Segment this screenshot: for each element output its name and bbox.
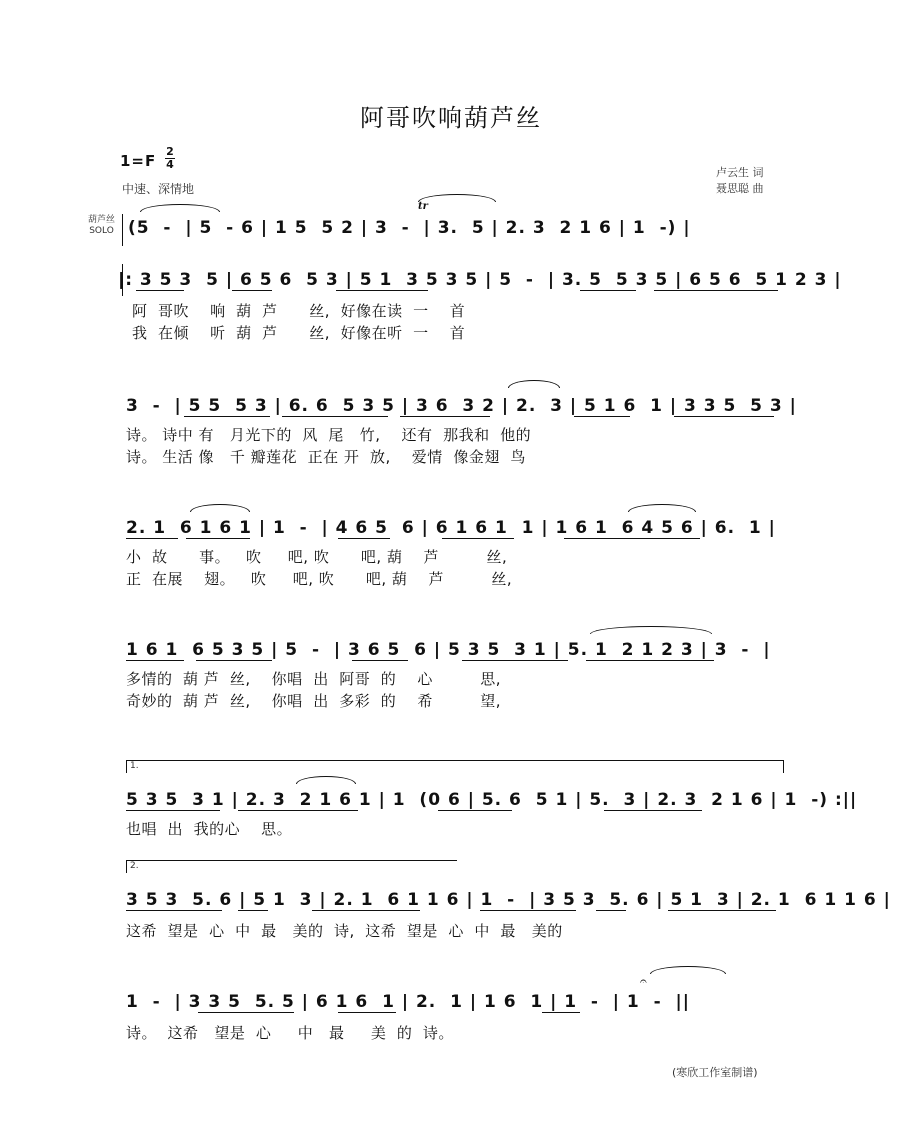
notes-row: 1 6 1 6 5 3 5 | 5 - | 3 6 5 6 | 5 3 5 3 1 | 5. 1 2 1 2 3 | 3 - | bbox=[126, 640, 771, 660]
key-signature: 1=F bbox=[120, 152, 157, 170]
notes-row: (5 - | 5 - 6 | 1 5 5 2 | 3 - | 3. 5 | 2. 3 2 1 6 | 1 -) | bbox=[128, 218, 691, 238]
lyric-verse-1: 诗。 这希 望是 心 中 最 美 的 诗。 bbox=[126, 1024, 454, 1042]
notes-row: 3 - | 5 5 5 3 | 6. 6 5 3 5 | 3 6 3 2 | 2. 3 | 5 1 6 1 | 3 3 5 5 3 | bbox=[126, 396, 797, 416]
time-signature bbox=[165, 146, 175, 171]
lyric-verse-2: 我 在倾 听 葫 芦 丝, 好像在听 一 首 bbox=[132, 324, 466, 342]
lyric-verse-1: 也唱 出 我的心 思。 bbox=[126, 820, 293, 838]
notes-row: |: 3 5 3 5 | 6 5 6 5 3 | 5 1 3 5 3 5 | 5 - | 3. 5 5 3 5 | 6 5 6 5 1 2 3 | bbox=[118, 270, 842, 290]
second-ending-label: 2. bbox=[130, 861, 139, 871]
tempo-marking: 中速、深情地 bbox=[122, 182, 195, 196]
page-title: 阿哥吹响葫芦丝 bbox=[360, 104, 542, 132]
notes-row: 5 3 5 3 1 | 2. 3 2 1 6 1 | 1 (0 6 | 5. 6 5 1 | 5. 3 | 2. 3 2 1 6 | 1 -) :|| bbox=[126, 790, 858, 810]
trill-mark: tr bbox=[418, 201, 428, 212]
instrument-name: 葫芦丝 bbox=[88, 215, 116, 225]
lyric-verse-2: 诗。 生活 像 千 瓣莲花 正在 开 放, 爱情 像金翅 鸟 bbox=[126, 448, 526, 466]
lyric-verse-1: 小 故 事。 吹 吧, 吹 吧, 葫 芦 丝, bbox=[126, 548, 508, 566]
instrument-label bbox=[88, 215, 115, 237]
first-ending-bracket bbox=[126, 760, 784, 773]
fermata-mark: 𝄐 bbox=[640, 974, 647, 988]
lyric-verse-1: 阿 哥吹 响 葫 芦 丝, 好像在读 一 首 bbox=[132, 302, 466, 320]
notes-row: 3 5 3 5. 6 | 5 1 3 | 2. 1 6 1 1 6 | 1 - | 3 5 3 5. 6 | 5 1 3 | 2. 1 6 1 1 6 | bbox=[126, 890, 891, 910]
lyricist-credit: 卢云生 词 bbox=[716, 166, 764, 179]
first-ending-label: 1. bbox=[130, 761, 139, 771]
footer-credit: (寒欣工作室制谱) bbox=[672, 1066, 758, 1079]
lyric-verse-1: 诗。 诗中 有 月光下的 风 尾 竹, 还有 那我和 他的 bbox=[126, 426, 532, 444]
notes-row: 1 - | 3 3 5 5. 5 | 6 1 6 1 | 2. 1 | 1 6 1 | 1 - | 1 - || bbox=[126, 992, 690, 1012]
lyric-verse-1: 这希 望是 心 中 最 美的 诗, 这希 望是 心 中 最 美的 bbox=[126, 922, 563, 940]
time-numerator: 2 bbox=[166, 145, 174, 158]
composer-credit: 聂思聪 曲 bbox=[716, 182, 764, 195]
lyric-verse-1: 多情的 葫 芦 丝, 你唱 出 阿哥 的 心 思, bbox=[126, 670, 502, 688]
time-denominator: 4 bbox=[166, 158, 174, 171]
instrument-solo: SOLO bbox=[89, 226, 114, 236]
notes-row: 2. 1 6 1 6 1 | 1 - | 4 6 5 6 | 6 1 6 1 1 | 1 6 1 6 4 5 6 | 6. 1 | bbox=[126, 518, 776, 538]
lyric-verse-2: 正 在展 翅。 吹 吧, 吹 吧, 葫 芦 丝, bbox=[126, 570, 513, 588]
lyric-verse-2: 奇妙的 葫 芦 丝, 你唱 出 多彩 的 希 望, bbox=[126, 692, 502, 710]
second-ending-bracket bbox=[126, 860, 457, 873]
